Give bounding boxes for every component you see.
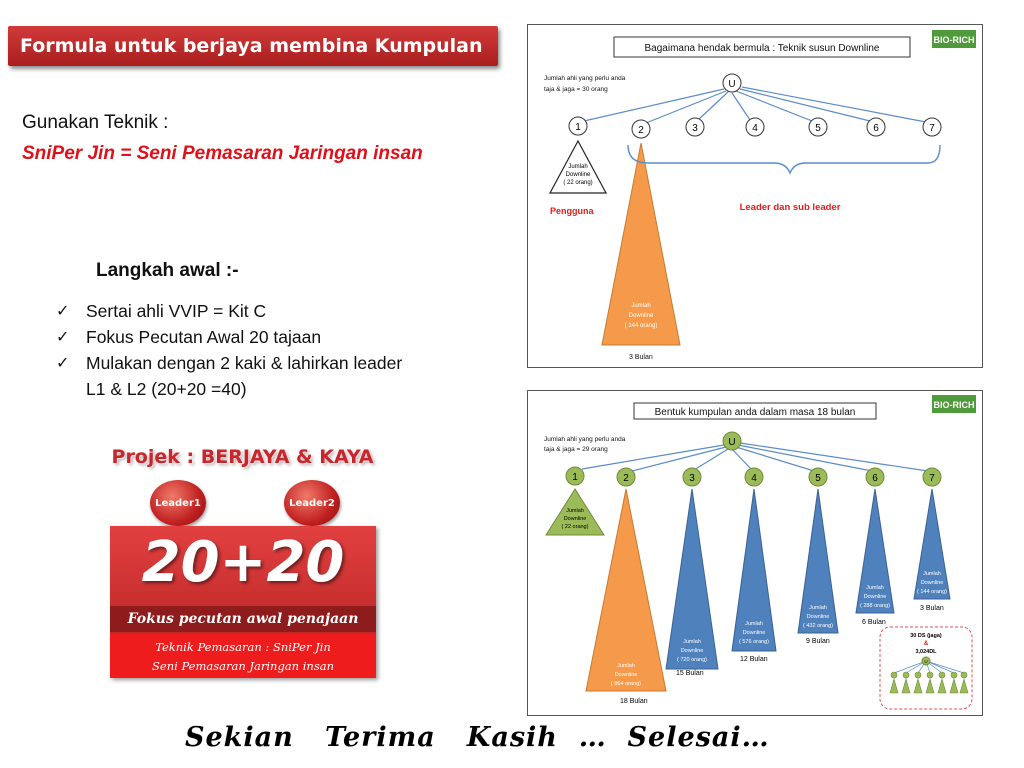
svg-text:Jumlah: Jumlah — [923, 571, 941, 577]
diagram2-note-1: Jumlah ahli yang perlu anda — [544, 436, 626, 443]
svg-text:( 144 orang): ( 144 orang) — [624, 323, 658, 329]
intro-line: Gunakan Teknik : — [22, 112, 169, 133]
diagram2-nodes — [566, 467, 941, 486]
svg-text:Jumlah: Jumlah — [631, 303, 651, 309]
svg-text:18 Bulan: 18 Bulan — [620, 698, 648, 705]
pengguna-label: Pengguna — [550, 206, 594, 216]
svg-text:Downline: Downline — [863, 594, 887, 600]
leader-brace — [628, 145, 940, 173]
svg-text:4: 4 — [751, 473, 757, 484]
checkmark-icon: ✓ — [56, 327, 70, 346]
svg-text:( 22 orang): ( 22 orang) — [561, 524, 589, 530]
svg-text:Downline: Downline — [680, 648, 704, 654]
checkmark-icon: ✓ — [56, 353, 70, 372]
svg-text:Downline: Downline — [806, 614, 830, 620]
leader1-circle: Leader1 — [150, 480, 206, 526]
svg-text:Downline: Downline — [614, 672, 638, 678]
svg-text:( 864 orang): ( 864 orang) — [611, 681, 641, 687]
diagram2-arrows — [582, 443, 928, 471]
logo-text: BIO-RICH — [933, 35, 975, 45]
svg-text:Downline: Downline — [563, 516, 587, 522]
svg-text:1: 1 — [572, 472, 578, 483]
diagram1-nodes — [569, 117, 941, 138]
diagram1-note-2: taja & jaga = 30 orang — [544, 86, 608, 93]
diagram1-root-label: U — [728, 79, 736, 90]
svg-text:Jumlah: Jumlah — [568, 164, 588, 170]
svg-text:9 Bulan: 9 Bulan — [806, 638, 830, 645]
svg-text:U: U — [924, 659, 928, 664]
technique-line-1: Teknik Pemasaran : SniPer Jin — [155, 640, 331, 654]
svg-text:( 576 orang): ( 576 orang) — [739, 639, 769, 645]
svg-text:Jumlah: Jumlah — [866, 585, 884, 591]
technique-name: SniPer Jin = Seni Pemasaran Jaringan insan — [22, 143, 423, 164]
big-number: 20+20 — [141, 530, 345, 595]
svg-text:( 22 orang): ( 22 orang) — [563, 180, 593, 186]
closing-text: Sekian Terima Kasih … Selesai… — [185, 722, 770, 753]
svg-text:6: 6 — [873, 123, 879, 134]
diagram2-note-2: taja & jaga = 29 orang — [544, 446, 608, 453]
svg-text:7: 7 — [929, 123, 935, 134]
downline-diagram-1 — [528, 25, 982, 367]
svg-text:( 720 orang): ( 720 orang) — [677, 657, 707, 663]
focus-strip: Fokus pecutan awal penajaan — [110, 606, 376, 632]
svg-text:3: 3 — [692, 123, 698, 134]
step-item: ✓ Mulakan dengan 2 kaki & lahirkan leader L1 & L2 (20+20 =40) — [56, 350, 426, 402]
svg-text:2: 2 — [623, 473, 629, 484]
title-banner: Formula untuk berjaya membina Kumpulan — [8, 26, 498, 66]
svg-text:30 DS (jaga): 30 DS (jaga) — [910, 633, 942, 639]
steps-list — [56, 298, 426, 402]
diagram2-triangle-18 — [586, 489, 666, 691]
diagram2-title: Bentuk kumpulan anda dalam masa 18 bulan — [654, 407, 856, 418]
diagram-panel-2 — [527, 390, 983, 716]
leader2-circle: Leader2 — [284, 480, 340, 526]
svg-text:5: 5 — [815, 123, 821, 134]
diagram2-triangle-9 — [798, 489, 838, 633]
svg-text:15 Bulan: 15 Bulan — [676, 670, 704, 677]
svg-text:12 Bulan: 12 Bulan — [740, 656, 768, 663]
mini-diagram-box — [880, 627, 972, 709]
svg-text:1: 1 — [575, 122, 581, 133]
leader-label: Leader dan sub leader — [739, 202, 841, 213]
diagram1-bulan: 3 Bulan — [629, 354, 653, 361]
svg-text:3: 3 — [689, 473, 695, 484]
svg-text:Jumlah: Jumlah — [745, 621, 763, 627]
svg-text:&: & — [923, 641, 929, 647]
svg-text:3,024DL: 3,024DL — [915, 649, 937, 655]
svg-text:2: 2 — [638, 125, 644, 136]
logo-text: BIO-RICH — [933, 400, 975, 410]
technique-line-2: Seni Pemasaran Jaringan insan — [152, 659, 334, 673]
checkmark-icon: ✓ — [56, 301, 70, 320]
svg-text:( 432 orang): ( 432 orang) — [803, 623, 833, 629]
steps-heading: Langkah awal :- — [96, 260, 239, 281]
svg-text:7: 7 — [929, 473, 935, 484]
diagram-panel-1 — [527, 24, 983, 368]
svg-text:Jumlah: Jumlah — [566, 508, 584, 514]
diagram1-title: Bagaimana hendak bermula : Teknik susun Downline — [644, 43, 880, 54]
svg-text:Jumlah: Jumlah — [809, 605, 827, 611]
svg-text:6: 6 — [872, 473, 878, 484]
svg-text:Jumlah: Jumlah — [683, 639, 701, 645]
svg-text:Jumlah: Jumlah — [617, 663, 635, 669]
technique-box — [110, 634, 376, 678]
svg-text:( 144 orang): ( 144 orang) — [917, 589, 947, 595]
svg-text:Downline: Downline — [920, 580, 944, 586]
svg-text:Downline: Downline — [565, 172, 591, 178]
project-title: Projek : BERJAYA & KAYA — [111, 446, 374, 468]
svg-text:( 288 orang): ( 288 orang) — [860, 603, 890, 609]
step-item: ✓ Fokus Pecutan Awal 20 tajaan — [56, 324, 426, 350]
svg-text:3 Bulan: 3 Bulan — [920, 605, 944, 612]
step-item: ✓ Sertai ahli VVIP = Kit C — [56, 298, 426, 324]
diagram1-note-1: Jumlah ahli yang perlu anda — [544, 75, 626, 82]
diagram2-root-label: U — [728, 437, 736, 448]
downline-diagram-2 — [528, 391, 982, 715]
svg-text:5: 5 — [815, 473, 821, 484]
svg-text:Downline: Downline — [742, 630, 766, 636]
svg-text:4: 4 — [752, 123, 758, 134]
svg-text:Downline: Downline — [628, 313, 654, 319]
svg-text:6 Bulan: 6 Bulan — [862, 619, 886, 626]
